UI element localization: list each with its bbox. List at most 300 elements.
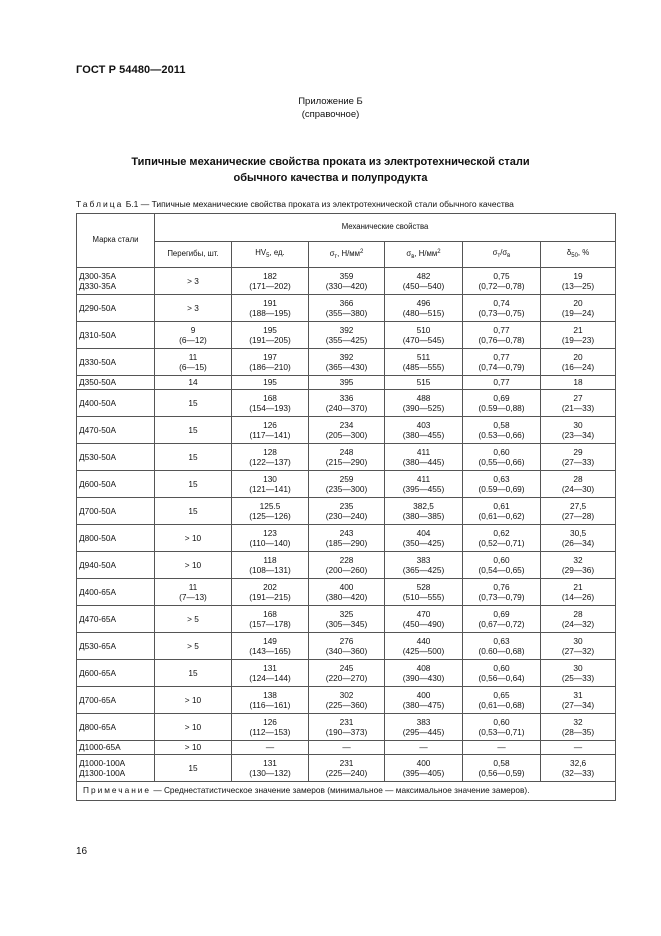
strength-ratio-value: 0,60: [493, 716, 510, 727]
table-row: [77, 268, 616, 295]
yield-strength-cell: [309, 471, 385, 498]
tensile-strength-cell: [385, 349, 463, 376]
hardness-range: (191—205): [249, 335, 291, 345]
hardness-cell: [232, 376, 309, 390]
hardness-value: 128: [263, 446, 277, 457]
tensile-strength-cell: [385, 417, 463, 444]
strength-ratio-range: (0,54—0,65): [478, 565, 525, 575]
tensile-strength-cell: [385, 390, 463, 417]
bends-cell: [155, 633, 232, 660]
yield-strength-cell: [309, 349, 385, 376]
strength-ratio-range: (0,74—0,79): [478, 362, 525, 372]
ratio-subscript-b: в: [507, 252, 511, 259]
bends-range: (6—15): [179, 362, 207, 372]
yield-strength-range: (190—373): [325, 727, 368, 737]
grade-column-header: Марка стали: [77, 214, 155, 268]
yield-strength-cell: [309, 755, 385, 782]
grade-value: Д1000-100А: [79, 757, 126, 768]
elongation-range: (27—33): [561, 457, 595, 467]
bends-value: > 5: [187, 640, 199, 651]
strength-ratio-range: (0,76—0,78): [478, 335, 525, 345]
bends-value: 15: [188, 667, 198, 678]
elongation-value: 32: [573, 554, 583, 565]
strength-ratio-cell: [463, 498, 541, 525]
grade-value: Д600-65А: [79, 667, 116, 678]
tensile-strength-cell: [385, 633, 463, 660]
tensile-strength-value: 496: [416, 297, 431, 308]
tensile-strength-value: —: [419, 742, 428, 753]
strength-ratio-value: 0,75: [493, 270, 510, 281]
grade-cell: [77, 471, 155, 498]
yield-strength-value: 259: [339, 473, 354, 484]
strength-ratio-range: (0,73—0,75): [478, 308, 525, 318]
hardness-range: (157—178): [249, 619, 291, 629]
bends-range: (6—12): [179, 335, 207, 345]
yield-strength-value: 243: [339, 527, 354, 538]
grade-cell: [77, 376, 155, 390]
bends-cell: [155, 390, 232, 417]
strength-ratio-range: (0,56—0,59): [478, 768, 525, 778]
bends-cell: [155, 687, 232, 714]
tensile-strength-cell: [385, 741, 463, 755]
section-title-line-1: Типичные механические свойства проката из электротехнической стали: [131, 156, 530, 168]
elongation-cell: [541, 755, 616, 782]
yield-strength-range: (355—380): [325, 308, 368, 318]
bends-cell: [155, 714, 232, 741]
bends-value: 15: [188, 478, 198, 489]
tensile-strength-range: (485—555): [402, 362, 445, 372]
elongation-cell: [541, 525, 616, 552]
hardness-value: 202: [263, 581, 277, 592]
strength-ratio-range: (0.53—0,66): [478, 430, 525, 440]
bends-cell: [155, 471, 232, 498]
yield-strength-cell: [309, 579, 385, 606]
hardness-cell: [232, 471, 309, 498]
table-note: [77, 782, 616, 801]
tensile-strength-cell: [385, 755, 463, 782]
strength-ratio-value: 0,76: [493, 581, 510, 592]
tensile-strength-cell: [385, 552, 463, 579]
grade-value: Д600-50А: [79, 478, 116, 489]
elongation-range: (27—28): [561, 511, 595, 521]
elongation-subscript: 50: [571, 252, 578, 259]
hardness-value: 131: [263, 662, 277, 673]
strength-ratio-value: 0,62: [493, 527, 510, 538]
hardness-cell: [232, 525, 309, 552]
yield-strength-value: 395: [339, 377, 354, 388]
tensile-strength-cell: [385, 322, 463, 349]
bends-cell: [155, 755, 232, 782]
tensile-strength-value: 408: [416, 662, 431, 673]
elongation-range: (24—30): [561, 484, 595, 494]
yield-strength-range: (225—360): [325, 700, 368, 710]
grade-cell: [77, 660, 155, 687]
bends-cell: [155, 579, 232, 606]
grade-value: Д1000-65А: [79, 742, 121, 753]
elongation-value: 32,6: [569, 757, 587, 768]
yield-strength-value: 359: [339, 270, 354, 281]
tensile-strength-value: 488: [416, 392, 431, 403]
yield-strength-value: 245: [339, 662, 354, 673]
hardness-range: (154—193): [249, 403, 291, 413]
strength-ratio-range: (0,72—0,78): [478, 281, 525, 291]
hardness-range: (191—215): [249, 592, 291, 602]
grade-cell: [77, 579, 155, 606]
strength-ratio-cell: [463, 633, 541, 660]
bends-range: (7—13): [179, 592, 207, 602]
standard-number: ГОСТ Р 54480—2011: [76, 64, 186, 76]
strength-ratio-value: 0,60: [493, 662, 510, 673]
hardness-range: (186—210): [249, 362, 291, 372]
elongation-cell: [541, 741, 616, 755]
grade-value: Д530-65А: [79, 640, 116, 651]
hardness-value: 123: [263, 527, 277, 538]
grade-value-2: Д330-35А: [79, 281, 116, 291]
tensile-strength-range: (510—555): [402, 592, 445, 602]
hardness-value: —: [265, 742, 275, 753]
yield-strength-cell: [309, 498, 385, 525]
grade-cell: [77, 349, 155, 376]
strength-ratio-range: (0.59—0,88): [478, 403, 525, 413]
bends-value: 11: [188, 581, 198, 592]
strength-ratio-range: (0.59—0,69): [478, 484, 525, 494]
tensile-strength-value: 440: [416, 635, 431, 646]
tensile-strength-range: (390—525): [402, 403, 445, 413]
elongation-range: (25—33): [561, 673, 595, 683]
grade-value: Д700-65А: [79, 694, 116, 705]
elongation-value: 21: [573, 581, 583, 592]
hardness-value: 118: [263, 554, 277, 565]
bends-cell: [155, 295, 232, 322]
grade-value: Д300-35А: [79, 270, 116, 281]
bends-column-header: Перегибы, шт.: [155, 242, 232, 268]
tensile-strength-cell: [385, 498, 463, 525]
bends-value: 14: [188, 377, 198, 388]
strength-ratio-cell: [463, 714, 541, 741]
hardness-range: (110—140): [249, 538, 291, 548]
strength-ratio-value: 0,60: [493, 554, 510, 565]
hardness-cell: [232, 687, 309, 714]
tensile-strength-range: (380—475): [402, 700, 445, 710]
strength-ratio-cell: [463, 660, 541, 687]
table-row: [77, 498, 616, 525]
yield-strength-value: 234: [339, 419, 354, 430]
hardness-value: 197: [263, 351, 277, 362]
tensile-strength-value: 404: [416, 527, 431, 538]
yield-strength-cell: [309, 444, 385, 471]
strength-ratio-cell: [463, 579, 541, 606]
elongation-cell: [541, 390, 616, 417]
tensile-strength-value: 411: [416, 473, 431, 484]
tensile-strength-range: (395—455): [402, 484, 445, 494]
strength-ratio-value: 0,58: [493, 757, 510, 768]
tensile-strength-cell: [385, 579, 463, 606]
bends-cell: [155, 741, 232, 755]
elongation-range: (23—34): [561, 430, 595, 440]
tensile-strength-value: 515: [416, 377, 431, 388]
grade-value: Д350-50А: [79, 377, 116, 388]
yield-strength-range: (225—240): [325, 768, 368, 778]
strength-ratio-value: 0,77: [493, 351, 510, 362]
table-row: [77, 660, 616, 687]
bends-cell: [155, 417, 232, 444]
yield-unit-exponent: 2: [360, 248, 364, 255]
elongation-range: (24—32): [561, 619, 595, 629]
table-caption-text: Б.1 — Типичные механические свойства проката из электротехнической стали обычного качества: [123, 199, 514, 209]
grade-cell: [77, 687, 155, 714]
tensile-strength-value: 411: [416, 446, 431, 457]
tensile-strength-cell: [385, 660, 463, 687]
yield-strength-value: 366: [339, 297, 354, 308]
hardness-range: (125—126): [249, 511, 291, 521]
strength-ratio-value: 0,61: [493, 500, 510, 511]
strength-ratio-cell: [463, 444, 541, 471]
grade-value: Д940-50А: [79, 559, 116, 570]
yield-strength-cell: [309, 295, 385, 322]
bends-value: > 10: [184, 532, 202, 543]
strength-ratio-range: (0,73—0,79): [478, 592, 525, 602]
tensile-strength-cell: [385, 687, 463, 714]
elongation-cell: [541, 376, 616, 390]
strength-ratio-cell: [463, 268, 541, 295]
strength-ratio-cell: [463, 755, 541, 782]
yield-strength-value: 276: [339, 635, 354, 646]
bends-cell: [155, 552, 232, 579]
strength-ratio-range: (0,52—0,71): [478, 538, 525, 548]
hardness-value: 131: [263, 757, 277, 768]
hardness-cell: [232, 714, 309, 741]
yield-strength-cell: [309, 741, 385, 755]
elongation-value: 30,5: [569, 527, 587, 538]
elongation-cell: [541, 552, 616, 579]
strength-ratio-cell: [463, 349, 541, 376]
elongation-value: 27,5: [569, 500, 587, 511]
hardness-cell: [232, 295, 309, 322]
yield-strength-cell: [309, 633, 385, 660]
yield-strength-value: 392: [339, 324, 354, 335]
yield-strength-cell: [309, 322, 385, 349]
elongation-cell: [541, 579, 616, 606]
hardness-range: (108—131): [249, 565, 291, 575]
yield-strength-range: (235—300): [325, 484, 368, 494]
hardness-cell: [232, 268, 309, 295]
strength-ratio-cell: [463, 525, 541, 552]
grade-cell: [77, 606, 155, 633]
bends-cell: [155, 322, 232, 349]
ratio-symbol-a: σ: [492, 247, 498, 257]
grade-cell: [77, 295, 155, 322]
bends-value: 9: [190, 324, 196, 335]
yield-strength-value: —: [342, 742, 351, 753]
mechanical-properties-table: [76, 213, 616, 801]
tensile-strength-cell: [385, 444, 463, 471]
tensile-strength-cell: [385, 471, 463, 498]
ratio-symbol-b: /σ: [500, 247, 508, 257]
hardness-cell: [232, 349, 309, 376]
elongation-cell: [541, 322, 616, 349]
grade-cell: [77, 390, 155, 417]
yield-strength-range: (220—270): [325, 673, 368, 683]
yield-strength-value: 228: [339, 554, 354, 565]
elongation-value: 19: [573, 270, 583, 281]
grade-value: Д530-50А: [79, 451, 116, 462]
hardness-cell: [232, 390, 309, 417]
hardness-symbol: HV: [255, 247, 267, 257]
tensile-strength-column-header: [385, 242, 463, 268]
elongation-range: (13—25): [561, 281, 595, 291]
tensile-unit-exponent: 2: [437, 248, 441, 255]
bends-cell: [155, 268, 232, 295]
yield-strength-range: (355—425): [325, 335, 368, 345]
hardness-cell: [232, 579, 309, 606]
tensile-strength-range: (350—425): [402, 538, 445, 548]
strength-ratio-value: 0,74: [493, 297, 510, 308]
tensile-strength-value: 400: [416, 757, 431, 768]
bends-cell: [155, 349, 232, 376]
yield-strength-value: 231: [339, 716, 354, 727]
strength-ratio-cell: [463, 322, 541, 349]
yield-strength-value: 248: [339, 446, 354, 457]
strength-ratio-cell: [463, 417, 541, 444]
table-row: [77, 471, 616, 498]
elongation-value: 28: [573, 608, 583, 619]
hardness-range: (116—161): [249, 700, 291, 710]
yield-strength-value: 302: [339, 689, 354, 700]
elongation-cell: [541, 633, 616, 660]
table-row: [77, 444, 616, 471]
strength-ratio-cell: [463, 552, 541, 579]
elongation-range: (27—34): [561, 700, 595, 710]
tensile-strength-range: (470—545): [402, 335, 445, 345]
yield-strength-cell: [309, 606, 385, 633]
hardness-value: 130: [263, 473, 277, 484]
hardness-range: (171—202): [249, 281, 291, 291]
table-caption-label: Таблица: [76, 199, 124, 209]
elongation-value: 30: [573, 419, 583, 430]
grade-value: Д800-50А: [79, 532, 116, 543]
elongation-value: 31: [573, 689, 583, 700]
elongation-cell: [541, 349, 616, 376]
elongation-range: (28—35): [561, 727, 595, 737]
bends-cell: [155, 498, 232, 525]
hardness-cell: [232, 606, 309, 633]
table-caption: [76, 199, 514, 209]
grade-value: Д700-50А: [79, 505, 116, 516]
table-row: [77, 417, 616, 444]
elongation-unit: , %: [577, 247, 590, 257]
yield-strength-range: (205—300): [325, 430, 368, 440]
section-title-line-2: обычного качества и полупродукта: [233, 172, 428, 184]
yield-unit: , Н/мм: [337, 248, 361, 258]
elongation-range: (14—26): [561, 592, 595, 602]
bends-value: > 10: [184, 559, 202, 570]
bends-cell: [155, 444, 232, 471]
hardness-cell: [232, 741, 309, 755]
elongation-value: 30: [573, 635, 583, 646]
hardness-value: 182: [263, 270, 277, 281]
yield-strength-value: 325: [339, 608, 354, 619]
elongation-range: (27—32): [561, 646, 595, 656]
elongation-symbol: δ: [566, 247, 572, 257]
grade-cell: [77, 444, 155, 471]
hardness-subscript: 5: [266, 252, 270, 259]
tensile-strength-range: (450—540): [402, 281, 445, 291]
table-row: [77, 714, 616, 741]
strength-ratio-value: 0,77: [493, 377, 510, 388]
bends-value: > 3: [187, 275, 199, 286]
tensile-strength-value: 511: [416, 351, 431, 362]
elongation-cell: [541, 687, 616, 714]
yield-symbol: σ: [329, 248, 335, 258]
note-label: Примечание: [83, 785, 152, 795]
yield-subscript: т: [334, 253, 338, 260]
yield-strength-range: (240—370): [325, 403, 368, 413]
tensile-strength-value: 403: [416, 419, 431, 430]
strength-ratio-value: 0,63: [493, 473, 510, 484]
bends-value: 15: [188, 762, 198, 773]
strength-ratio-cell: [463, 687, 541, 714]
yield-strength-cell: [309, 268, 385, 295]
hardness-cell: [232, 633, 309, 660]
tensile-strength-value: 400: [416, 689, 431, 700]
elongation-cell: [541, 417, 616, 444]
grade-cell: [77, 552, 155, 579]
tensile-strength-cell: [385, 525, 463, 552]
elongation-cell: [541, 444, 616, 471]
yield-strength-range: (215—290): [325, 457, 368, 467]
bends-value: 15: [188, 451, 198, 462]
elongation-value: 21: [573, 324, 583, 335]
strength-ratio-value: 0,65: [493, 689, 510, 700]
table-row: [77, 579, 616, 606]
yield-strength-cell: [309, 417, 385, 444]
tensile-strength-range: (480—515): [402, 308, 445, 318]
strength-ratio-cell: [463, 741, 541, 755]
tensile-strength-value: 482: [416, 270, 431, 281]
elongation-value: 20: [573, 351, 583, 362]
hardness-cell: [232, 552, 309, 579]
strength-ratio-value: —: [497, 742, 506, 753]
grade-value: Д310-50А: [79, 329, 116, 340]
hardness-value: 195: [263, 324, 277, 335]
strength-ratio-value: 0,69: [493, 608, 510, 619]
strength-ratio-cell: [463, 471, 541, 498]
bends-value: 15: [188, 505, 198, 516]
hardness-range: (117—141): [249, 430, 291, 440]
yield-strength-range: (365—430): [325, 362, 368, 372]
grade-cell: [77, 525, 155, 552]
elongation-range: (21—33): [561, 403, 595, 413]
strength-ratio-value: 0,58: [493, 419, 510, 430]
elongation-range: (16—24): [561, 362, 595, 372]
elongation-value: 29: [573, 446, 583, 457]
strength-ratio-value: 0,77: [493, 324, 510, 335]
bends-value: > 10: [184, 742, 202, 753]
strength-ratio-range: (0,67—0,72): [478, 619, 525, 629]
hardness-cell: [232, 417, 309, 444]
table-row: [77, 349, 616, 376]
table-row: [77, 687, 616, 714]
elongation-cell: [541, 268, 616, 295]
hardness-value: 126: [263, 419, 277, 430]
hardness-cell: [232, 660, 309, 687]
bends-cell: [155, 525, 232, 552]
tensile-strength-cell: [385, 606, 463, 633]
bends-value: 15: [188, 397, 198, 408]
grade-value: Д330-50А: [79, 356, 116, 367]
bends-value: 15: [188, 424, 198, 435]
grade-cell: [77, 268, 155, 295]
